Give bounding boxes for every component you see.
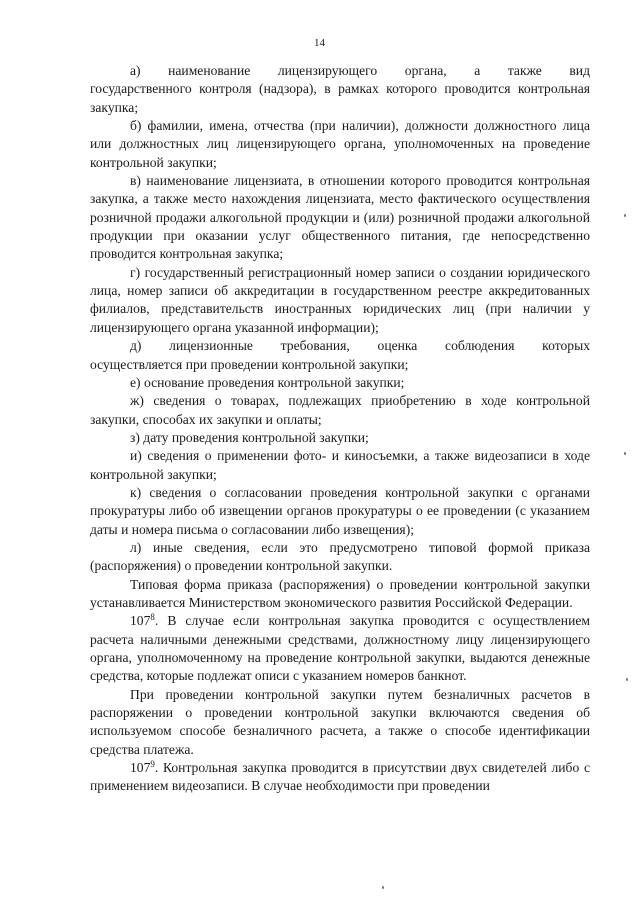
- scan-speck: [624, 452, 626, 455]
- list-item-zh: ж) сведения о товарах, подлежащих приобретению в ходе контрольной закупки, способах их закупки и оплаты;: [90, 393, 590, 427]
- scan-speck: [624, 214, 626, 217]
- scan-speck: [382, 886, 384, 889]
- section-superscript: 9: [150, 759, 155, 770]
- section-superscript: 8: [150, 612, 155, 623]
- list-item-l: л) иные сведения, если это предусмотрено типовой формой приказа (распоряжения) о проведении контрольной закупки.: [90, 539, 590, 574]
- list-item-a: а) наименование лицензирующего органа, а также вид государственного контроля (надзора), в рамках которого проводится контрольная закупка;: [90, 63, 590, 115]
- document-body: [90, 62, 590, 796]
- scan-speck: [626, 678, 628, 681]
- section-number: 107: [130, 613, 151, 629]
- section-number: 107: [130, 760, 151, 776]
- section-107-9: [90, 759, 590, 796]
- list-item-v: в) наименование лицензиата, в отношении которого проводится контрольная закупка, а также место нахождения лицензиата, место фактического осуществления розничной продажи алкогольной продукции и (или) розничной продажи алкогольной продукции при оказании услуг общественного питания, где непосредственно проводится контрольная закупка;: [90, 173, 590, 262]
- list-item-i: и) сведения о применении фото- и киносъемки, а также видеозаписи в ходе контрольной закупки;: [90, 448, 590, 482]
- list-item-g: г) государственный регистрационный номер записи о создании юридического лица, номер записи об аккредитации в государственном реестре аккредитованных филиалов, представительств иностранных юридических лиц (при наличии у лицензирующего органа указанной информации);: [90, 264, 590, 335]
- form-paragraph: Типовая форма приказа (распоряжения) о проведении контрольной закупки устанавливается Министерством экономического развития Российской Федерации.: [90, 576, 590, 610]
- page-number: 14: [314, 37, 325, 49]
- list-item-k: к) сведения о согласовании проведения контрольной закупки с органами прокуратуры либо об извещении органов прокуратуры о ее проведении (с указанием даты и номера письма о согласовании либо извещения);: [90, 484, 590, 537]
- section-text: . В случае если контрольная закупка проводится с осуществлением расчета наличными денежными средствами, должностному лицу лицензирующего органа, уполномоченному на проведение контрольной закупки, выдаются денежные средства, которые подлежат описи с указанием номеров банкнот.: [90, 613, 590, 684]
- cashless-paragraph: При проведении контрольной закупки путем безналичных расчетов в распоряжении о проведении контрольной закупки включаются сведения об используемом способе безналичного расчета, а также о способе идентификации средства платежа.: [90, 686, 590, 757]
- list-item-e: е) основание проведения контрольной закупки;: [130, 374, 405, 390]
- section-107-8: [90, 612, 590, 685]
- list-item-z: з) дату проведения контрольной закупки;: [130, 429, 369, 445]
- section-text: . Контрольная закупка проводится в присутствии двух свидетелей либо с применением видеозаписи. В случае необходимости при проведении: [90, 760, 590, 794]
- list-item-d: д) лицензионные требования, оценка соблюдения которых осуществляется при проведении контрольной закупки;: [90, 338, 590, 372]
- list-item-b: б) фамилии, имена, отчества (при наличии), должности должностного лица или должностных лиц лицензирующего органа, уполномоченных на проведение контрольной закупки;: [90, 118, 590, 170]
